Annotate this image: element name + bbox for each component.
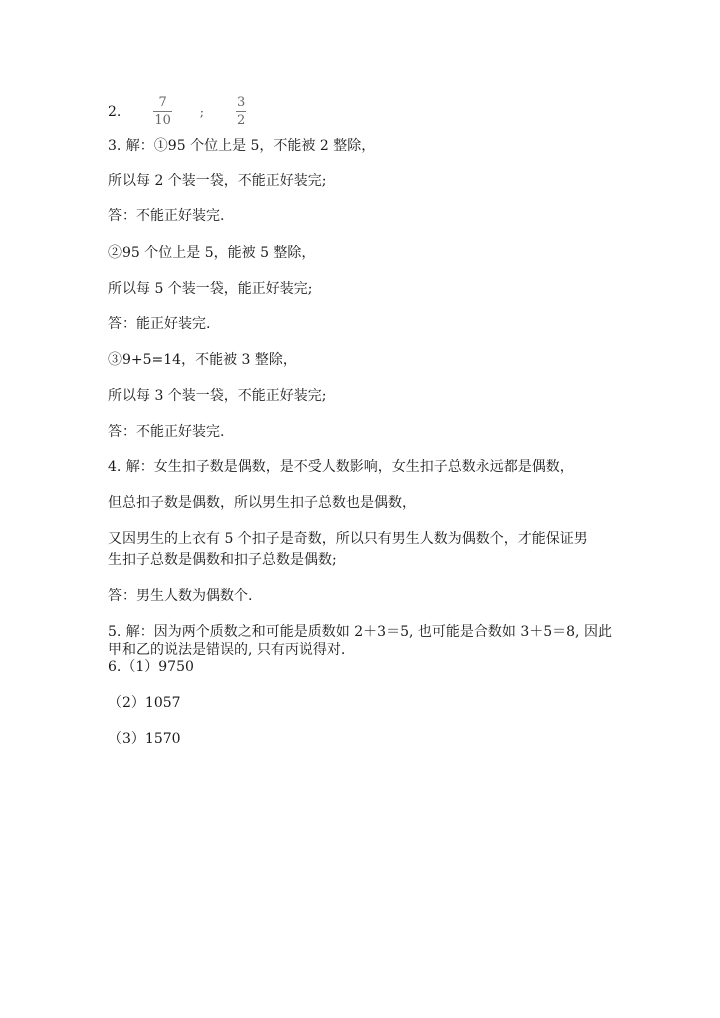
q3-reason-line: 所以每 2 个装一袋，不能正好装完; [108,173,327,189]
q3-part3-line: ③9+5=14，不能被 3 整除， [108,352,297,368]
q4-reason-line: 但总扣子数是偶数，所以男生扣子总数也是偶数， [108,495,416,511]
q4-answer-line: 答：男生人数为偶数个. [108,588,253,604]
q4-solution-line: 4. 解：女生扣子数是偶数，是不受人数影响，女生扣子总数永远都是偶数， [108,459,574,475]
q3-answer-line: 答：不能正好装完. [108,208,225,224]
fraction-1-denominator: 10 [154,113,171,128]
fraction-2 [236,96,246,127]
q5-solution-line-2: 甲和乙的说法是错误的, 只有丙说得对. [108,642,346,658]
q2-answer [108,96,246,127]
q3-solution-line: 3. 解：①95 个位上是 5，不能被 2 整除， [108,138,376,154]
fraction-1-numerator: 7 [158,95,167,110]
fraction-2-denominator: 2 [236,113,246,128]
fraction-1 [153,96,172,127]
q6-answer-3: （3）1570 [108,731,181,747]
q4-reason-line-3: 生扣子总数是偶数和扣子总数是偶数; [108,552,337,568]
q3-part2-line: ②95 个位上是 5，能被 5 整除， [108,245,316,261]
q6-answer-2: （2）1057 [108,695,181,711]
q2-number: 2. [108,103,122,120]
q3-part2-reason-line: 所以每 5 个装一袋，能正好装完; [108,281,313,297]
q4-reason-line-2: 又因男生的上衣有 5 个扣子是奇数，所以只有男生人数为偶数个，才能保证男 [108,531,588,547]
separator: ; [199,104,204,119]
q3-part3-answer-line: 答：不能正好装完. [108,424,225,440]
fraction-2-numerator: 3 [236,95,246,110]
q3-part3-reason-line: 所以每 3 个装一袋，不能正好装完; [108,388,327,404]
q5-solution-line: 5. 解：因为两个质数之和可能是质数如 2＋3＝5, 也可能是合数如 3＋5＝8, 因此 [108,624,612,640]
q6-answer-1: 6.（1）9750 [108,659,194,675]
q3-part2-answer-line: 答：能正好装完. [108,316,211,332]
